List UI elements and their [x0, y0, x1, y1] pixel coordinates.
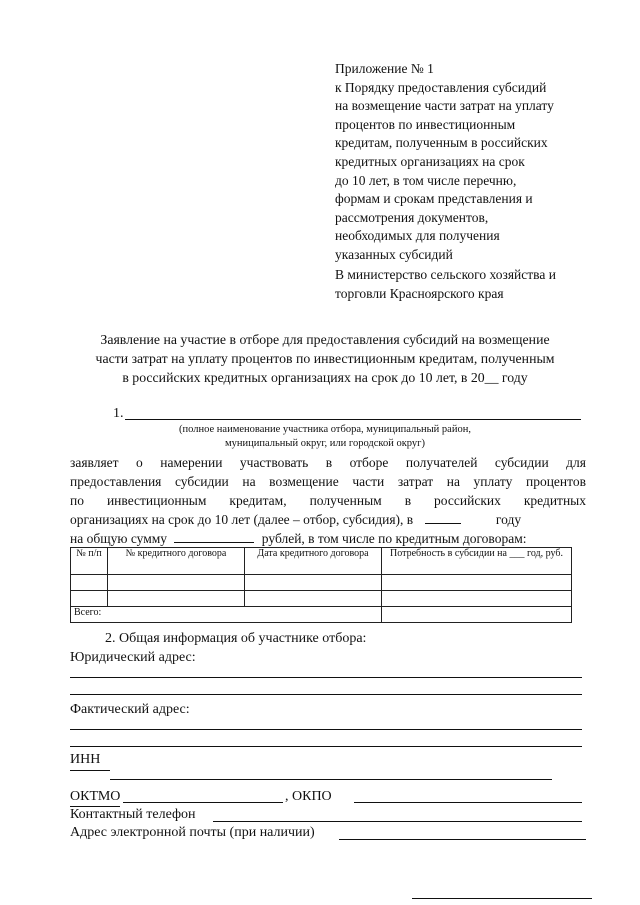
legal-address-field-1[interactable]: [70, 677, 582, 678]
inn-underline: [70, 770, 110, 771]
table-cell[interactable]: [71, 591, 108, 607]
phone-field[interactable]: [213, 821, 582, 822]
hint-line: (полное наименование участника отбора, муниципальный район,: [179, 424, 471, 435]
actual-address-field-1[interactable]: [70, 729, 582, 730]
legal-address-field-2[interactable]: [70, 694, 582, 695]
appendix-line: формам и срокам представления и: [335, 191, 533, 207]
statement-text: организациях на срок до 10 лет (далее – отбор, субсидия), в: [70, 512, 414, 527]
statement-line: заявляет о намерении участвовать в отборе получателей субсидии для: [70, 455, 586, 470]
addressee: [335, 265, 556, 303]
appendix-line: Приложение № 1: [335, 61, 434, 76]
statement-text: рублей, в том числе по кредитным договорам:: [261, 531, 527, 546]
appendix-line: процентов по инвестиционным: [335, 116, 516, 132]
actual-address-field-2[interactable]: [70, 746, 582, 747]
col-header-contract-date: Дата кредитного договора: [245, 548, 382, 575]
oktmo-field[interactable]: [123, 802, 283, 803]
col-header-subsidy-need: Потребность в субсидии на ___ год, руб.: [382, 548, 572, 575]
table-header-row: [71, 548, 572, 575]
table-cell[interactable]: [245, 591, 382, 607]
total-cell[interactable]: [382, 607, 572, 623]
table-cell[interactable]: [108, 591, 245, 607]
okpo-label: , ОКПО: [285, 789, 332, 804]
appendix-line: кредитных организациях на срок: [335, 153, 525, 169]
statement-line: по инвестиционным кредитам, полученным в российских кредитных: [70, 493, 586, 508]
statement-line-amount: [70, 529, 586, 548]
year-field[interactable]: [425, 511, 461, 524]
phone-label: Контактный телефон: [70, 807, 196, 822]
col-header-number: № п/п: [71, 548, 108, 575]
addressee-line: торговли Красноярского края: [335, 286, 504, 301]
title-line: Заявление на участие в отборе для предоставления субсидий на возмещение: [100, 332, 550, 347]
footer-rule: [412, 898, 592, 899]
section-1-number: 1.: [113, 406, 124, 421]
table-cell[interactable]: [245, 575, 382, 591]
inn-label: ИНН: [70, 752, 101, 767]
email-field[interactable]: [339, 839, 586, 840]
legal-address-label: Юридический адрес:: [70, 650, 196, 665]
appendix-line: к Порядку предоставления субсидий: [335, 79, 547, 95]
credit-agreements-table: [70, 547, 572, 623]
table-cell[interactable]: [382, 575, 572, 591]
statement-line-year: [70, 510, 586, 529]
appendix-line: указанных субсидий: [335, 246, 453, 262]
appendix-line: рассмотрения документов,: [335, 209, 489, 225]
inn-field[interactable]: [110, 779, 552, 780]
statement-text: на общую сумму: [70, 531, 168, 546]
statement-line: предоставления субсидии на возмещение части затрат на уплату процентов: [70, 474, 586, 489]
total-amount-field[interactable]: [174, 530, 254, 543]
email-label: Адрес электронной почты (при наличии): [70, 825, 315, 840]
hint-line: муниципальный округ, или городской округ): [225, 438, 425, 449]
actual-address-label: Фактический адрес:: [70, 702, 190, 717]
statement-text: году: [495, 512, 522, 527]
appendix-line: на возмещение части затрат на уплату: [335, 98, 554, 114]
oktmo-label: ОКТМО: [70, 789, 121, 804]
table-total-row: [71, 607, 572, 623]
application-statement: [70, 453, 586, 548]
col-header-contract-number: № кредитного договора: [108, 548, 245, 575]
participant-name-hint: [120, 423, 530, 451]
title-line: части затрат на уплату процентов по инвестиционным кредитам, полученным: [95, 351, 555, 366]
appendix-line: кредитам, полученным в российских: [335, 135, 548, 151]
table-cell[interactable]: [382, 591, 572, 607]
participant-name-field[interactable]: [125, 419, 581, 420]
table-row: [71, 575, 572, 591]
addressee-line: В министерство сельского хозяйства и: [335, 267, 556, 282]
section-2-heading: 2. Общая информация об участнике отбора:: [105, 631, 367, 646]
document-title: [60, 330, 590, 387]
appendix-line: до 10 лет, в том числе перечню,: [335, 172, 517, 188]
title-line: в российских кредитных организациях на срок до 10 лет, в 20__ году: [122, 370, 528, 385]
appendix-header: [335, 60, 605, 265]
okpo-field[interactable]: [354, 802, 582, 803]
table-cell[interactable]: [108, 575, 245, 591]
table-row: [71, 591, 572, 607]
appendix-line: необходимых для получения: [335, 228, 500, 244]
total-label: Всего:: [71, 607, 382, 623]
table-cell[interactable]: [71, 575, 108, 591]
